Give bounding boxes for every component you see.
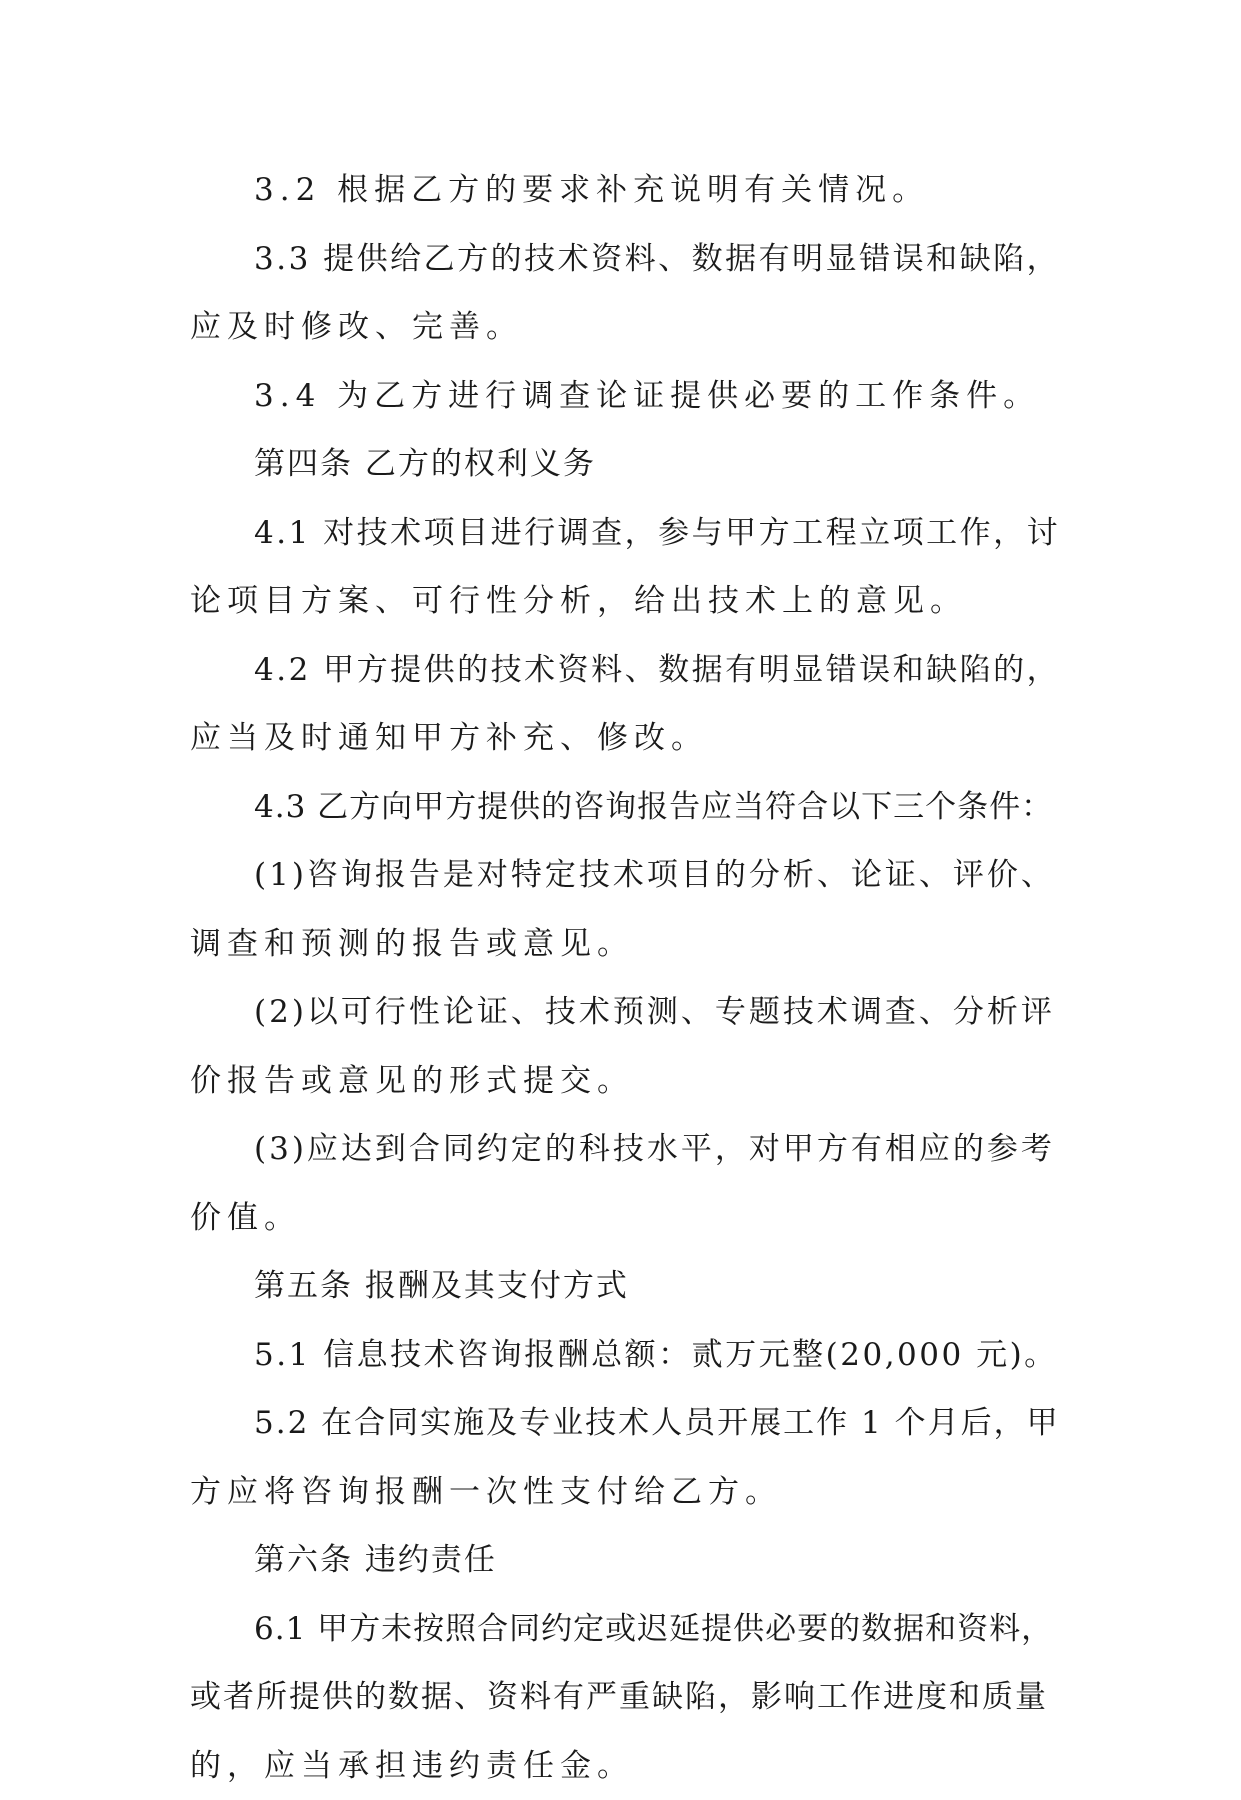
- paragraph-line: (2)以可行性论证、技术预测、专题技术调查、分析评: [190, 978, 1060, 1047]
- paragraph-line: 或者所提供的数据、资料有严重缺陷，影响工作进度和质量: [190, 1663, 1060, 1732]
- paragraph-line: 3.2 根据乙方的要求补充说明有关情况。: [190, 156, 1060, 225]
- section-heading: 第五条 报酬及其支付方式: [190, 1252, 1060, 1321]
- paragraph-line: 价值。: [190, 1184, 1060, 1253]
- paragraph-line: 应及时修改、完善。: [190, 293, 1060, 362]
- paragraph-line: 调查和预测的报告或意见。: [190, 910, 1060, 979]
- paragraph-line: (1)咨询报告是对特定技术项目的分析、论证、评价、: [190, 841, 1060, 910]
- paragraph-line: 3.3 提供给乙方的技术资料、数据有明显错误和缺陷，: [190, 225, 1060, 294]
- paragraph-line: 的，应当承担违约责任金。: [190, 1732, 1060, 1800]
- section-heading: 第六条 违约责任: [190, 1526, 1060, 1595]
- paragraph-line: 论项目方案、可行性分析，给出技术上的意见。: [190, 567, 1060, 636]
- paragraph-line: (3)应达到合同约定的科技水平，对甲方有相应的参考: [190, 1115, 1060, 1184]
- paragraph-line: 3.4 为乙方进行调查论证提供必要的工作条件。: [190, 362, 1060, 431]
- paragraph-line: 4.3 乙方向甲方提供的咨询报告应当符合以下三个条件：: [190, 773, 1060, 842]
- paragraph-line: 价报告或意见的形式提交。: [190, 1047, 1060, 1116]
- paragraph-line: 6.1 甲方未按照合同约定或迟延提供必要的数据和资料，: [190, 1595, 1060, 1664]
- paragraph-line: 5.2 在合同实施及专业技术人员开展工作 1 个月后，甲: [190, 1389, 1060, 1458]
- paragraph-line: 应当及时通知甲方补充、修改。: [190, 704, 1060, 773]
- paragraph-line: 5.1 信息技术咨询报酬总额：贰万元整(20,000 元)。: [190, 1321, 1060, 1390]
- paragraph-line: 4.1 对技术项目进行调查，参与甲方工程立项工作，讨: [190, 499, 1060, 568]
- paragraph-line: 方应将咨询报酬一次性支付给乙方。: [190, 1458, 1060, 1527]
- section-heading: 第四条 乙方的权利义务: [190, 430, 1060, 499]
- paragraph-line: 4.2 甲方提供的技术资料、数据有明显错误和缺陷的，: [190, 636, 1060, 705]
- document-body: [190, 156, 1060, 1800]
